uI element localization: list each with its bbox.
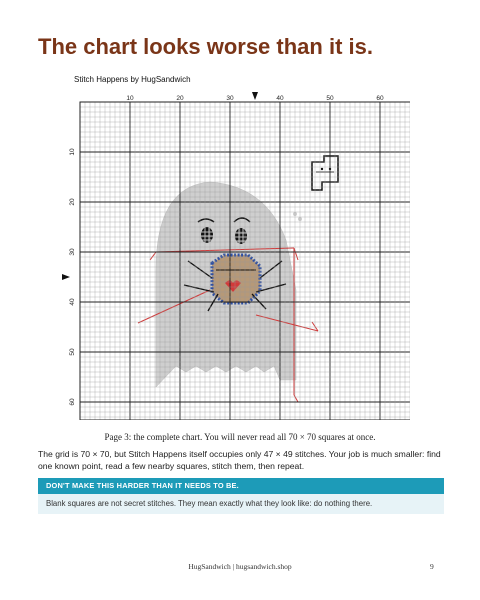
top-tick-label: 30 [226, 95, 234, 102]
ghost-dot [164, 218, 168, 222]
chart-grid [80, 102, 410, 420]
body-paragraph: The grid is 70 × 70, but Stitch Happens itself occupies only 47 × 49 stitches. Your job is much smaller: find one known point, read a few nearby squares, stitch them, then repeat. [38, 449, 441, 471]
left-tick-label: 50 [69, 348, 76, 356]
left-tick-label: 30 [69, 248, 76, 256]
top-tick-label: 10 [126, 95, 134, 102]
cross-stitch-chart [60, 90, 410, 420]
top-tick-label: 50 [326, 95, 334, 102]
left-tick-label: 40 [69, 298, 76, 306]
left-tick-labels [69, 148, 76, 406]
page-number: 9 [430, 562, 434, 571]
page-title: The chart looks worse than it is. [38, 34, 373, 59]
top-tick-label: 40 [276, 95, 284, 102]
chart-title: Stitch Happens by HugSandwich [74, 75, 191, 84]
center-column-marker [252, 92, 258, 100]
left-tick-label: 10 [69, 148, 76, 156]
top-tick-label: 60 [376, 95, 384, 102]
left-tick-label: 20 [69, 198, 76, 206]
callout-text: Blank squares are not secret stitches. They mean exactly what they look like: do nothing there. [38, 494, 444, 514]
center-row-marker [62, 274, 70, 280]
left-tick-label: 60 [69, 398, 76, 406]
chart-caption: Page 3: the complete chart. You will never read all 70 × 70 squares at once. [104, 432, 376, 442]
page-footer: HugSandwich | hugsandwich.shop [188, 562, 292, 571]
callout-heading: DON'T MAKE THIS HARDER THAN IT NEEDS TO BE. [38, 478, 444, 494]
top-tick-label: 20 [176, 95, 184, 102]
